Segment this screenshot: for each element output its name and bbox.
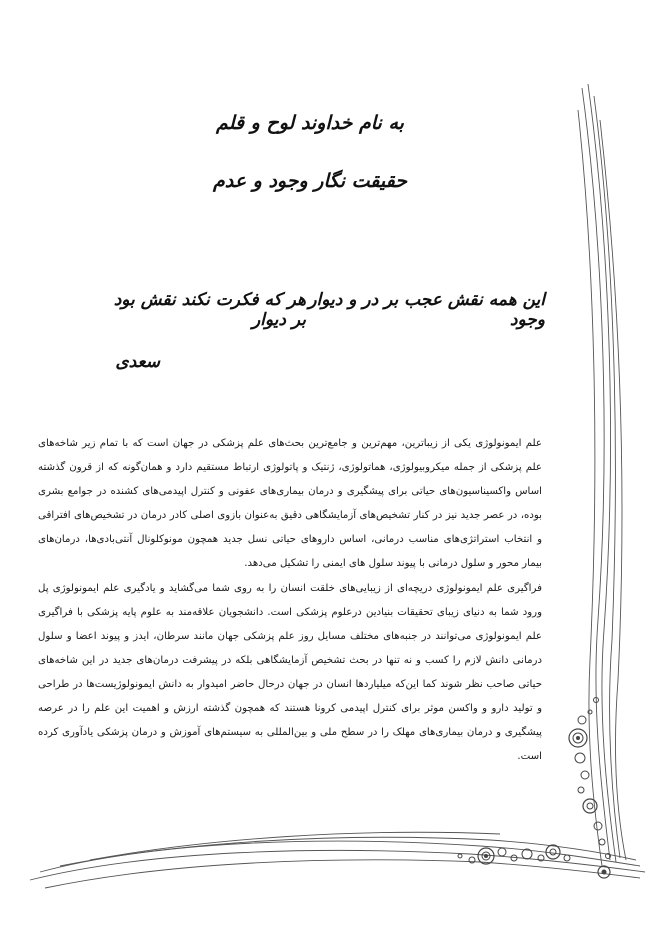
- vertical-swirl-lines: [578, 84, 626, 866]
- body-paragraph-2: فراگیری علم ایمونولوژی دریچه‌ای از زیبایی‌های خلقت انسان را به روی شما می‌گشاید و یادگیری علم ایمونولوژی پل ورود شما به دنیای زیبای تحقیقات بنیادین درعلوم پزشکی است. دانشجویان علاقه‌مند به علوم پایه پزشکی با فراگیری علم ایمونولوژی می‌توانند در جنبه‌های مختلف مسایل روز علم پزشکی جهان مانند سرطان، ایدز و پیوند اعضا و سلول درمانی دانش لازم را کسب و نه تنها در بحث تشخیص آزمایشگاهی بلکه در پیشرفت درمان‌های جدید در این شاخه‌های حیاتی صاحب نظر شوند کما این‌که میلیاردها انسان در جهان درحال حاضر امیدوار به دانش ایمونولوژیست‌ها در طراحی و تولید دارو و واکسن موثر برای کنترل اپیدمی کرونا هستند که همچون گذشته ارزش و اهمیت این علم را در عرصه پیشگیری و درمان بیماری‌های مهلک را در سطح ملی و بین‌المللی به سیستم‌های آموزش و درمان پزشکی یادآوری کرده است.: [38, 582, 542, 763]
- poem-verse-1: این همه نقش عجب بر در و دیوار وجود: [308, 290, 545, 330]
- heading-line-1: به نام خداوند لوح و قلم: [216, 112, 404, 134]
- body-paragraph-1: علم ایمونولوژی یکی از زیباترین، مهم‌ترین و جامع‌ترین بحث‌های علم پزشکی در جهان است که با تمام زیر شاخه‌های علم پزشکی از جمله میکروبیولوژی، هماتولوژی، ژنتیک و پاتولوژی ارتباط مستقیم دارد و همان‌گونه که از قرون گذشته اساس واکسیناسیون‌های حیاتی برای پیشگیری و درمان بیماری‌های عفونی و کنترل اپیدمی‌های کشنده در جوامع بشری بوده، در عصر جدید نیز در کنار تشخیص‌های آزمایشگاهی دقیق به‌عنوان بازوی اصلی کادر درمان در تشخیص‌های افتراقی و انتخاب استراتژی‌های مناسب درمانی، اساس داروهای حیاتی نسل جدید همچون مونوکلونال آنتی‌بادی‌ها، درمان‌های بیمار محور و سلول درمانی با پیوند سلول های ایمنی را تشکیل می‌دهد.: [38, 438, 542, 570]
- decorative-circles-right: [569, 698, 611, 879]
- decorative-circles-bottom: [458, 845, 570, 864]
- heading-line-2: حقیقت نگار وجود و عدم: [212, 170, 407, 192]
- poet-name: سعدی: [115, 352, 160, 372]
- body-text: [38, 432, 542, 769]
- poem-verse-2: هر که فکرت نکند نقش بود بر دیوار: [113, 290, 306, 330]
- horizontal-swirl-lines: [30, 832, 645, 888]
